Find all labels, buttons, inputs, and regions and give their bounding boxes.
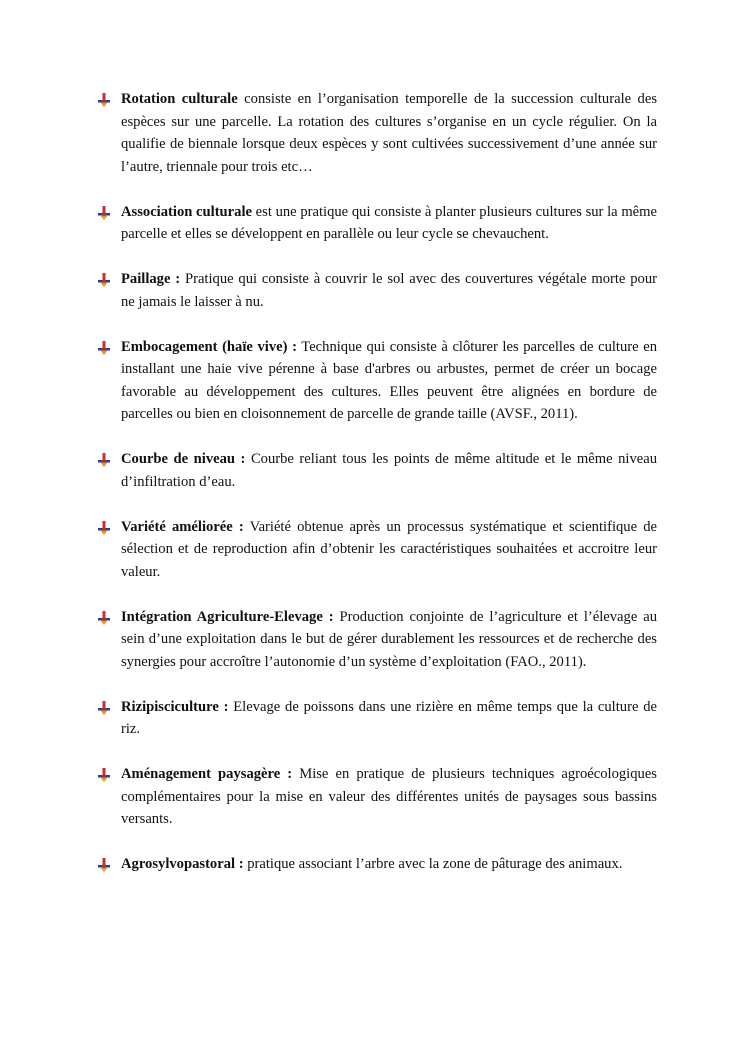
definition-text: Production conjointe de l’agriculture et l’élevage au sein d’une exploitation dans le but de gérer durablement les ressources et de recherche des synergies pour accroître l’autonomie d’un système d’exploitation (FAO., 2011). [121,608,657,670]
definition-list [97,88,657,898]
term-label: Association culturale [121,203,252,220]
list-item-text [121,763,657,831]
arrow-down-bullet-icon [97,93,111,107]
term-label: Intégration Agriculture-Elevage : [121,608,334,625]
list-item [97,201,657,246]
definition-text: pratique associant l’arbre avec la zone de pâturage des animaux. [243,856,623,872]
definition-text: Elevage de poissons dans une rizière en même temps que la culture de riz. [121,698,657,737]
list-item-text [121,606,657,674]
list-item-text [121,853,657,876]
list-item [97,696,657,741]
arrow-down-bullet-icon [97,611,111,625]
definition-text: Courbe reliant tous les points de même altitude et le même niveau d’infiltration d’eau. [121,451,658,490]
list-item-text [121,696,657,741]
definition-text: consiste en l’organisation temporelle de la succession culturale des espèces sur une parcelle. La rotation des cultures s’organise en un cycle régulier. On la qualifie de biennale lorsque deux espèces y sont cultivées successivement d’une année sur l’autre, triennale pour trois etc… [121,91,658,175]
list-item [97,448,657,493]
term-label: Aménagement paysagère : [121,766,293,782]
term-label: Variété améliorée : [121,518,244,535]
definition-text: Variété obtenue après un processus systématique et scientifique de sélection et de reproduction afin d’obtenir les caractéristiques souhaitées et accroitre leur valeur. [121,518,657,580]
term-label: Rotation culturale [121,91,238,107]
arrow-down-bullet-icon [97,768,111,782]
arrow-down-bullet-icon [97,206,111,220]
list-item [97,516,657,584]
definition-text: est une pratique qui consiste à planter plusieurs cultures sur la même parcelle et elles se développent en parallèle ou leur cycle se chevauchent. [121,203,657,242]
term-label: Embocagement (haïe vive) : [121,338,297,355]
list-item-text [121,336,657,426]
list-item-text [121,516,657,584]
arrow-down-bullet-icon [97,273,111,287]
list-item [97,853,657,876]
list-item-text [121,201,657,246]
list-item [97,268,657,313]
arrow-down-bullet-icon [97,341,111,355]
list-item [97,606,657,674]
list-item-text [121,268,657,313]
arrow-down-bullet-icon [97,453,111,467]
definition-text: Technique qui consiste à clôturer les parcelles de culture en installant une haie vive pérenne à base d'arbres ou arbustes, permet de créer un bocage favorable au développement des cultures. Elles peuvent être alignées en bordure de parcelles ou bien en cloisonnement de parcelle de grande taille (AVSF., 2011). [121,338,657,422]
list-item-text [121,448,657,493]
list-item-text [121,88,657,178]
arrow-down-bullet-icon [97,858,111,872]
definition-text: Mise en pratique de plusieurs techniques agroécologiques complémentaires pour la mise en valeur des différentes unités de paysages sous bassins versants. [121,766,657,827]
term-label: Rizipisciculture : [121,698,229,715]
list-item [97,336,657,426]
term-label: Agrosylvopastoral : [121,856,244,872]
list-item [97,763,657,831]
term-label: Courbe de niveau : [121,451,246,467]
arrow-down-bullet-icon [97,701,111,715]
term-label: Paillage : [121,271,181,287]
arrow-down-bullet-icon [97,521,111,535]
list-item [97,88,657,178]
definition-text: Pratique qui consiste à couvrir le sol avec des couvertures végétale morte pour ne jamais le laisser à nu. [121,271,657,310]
